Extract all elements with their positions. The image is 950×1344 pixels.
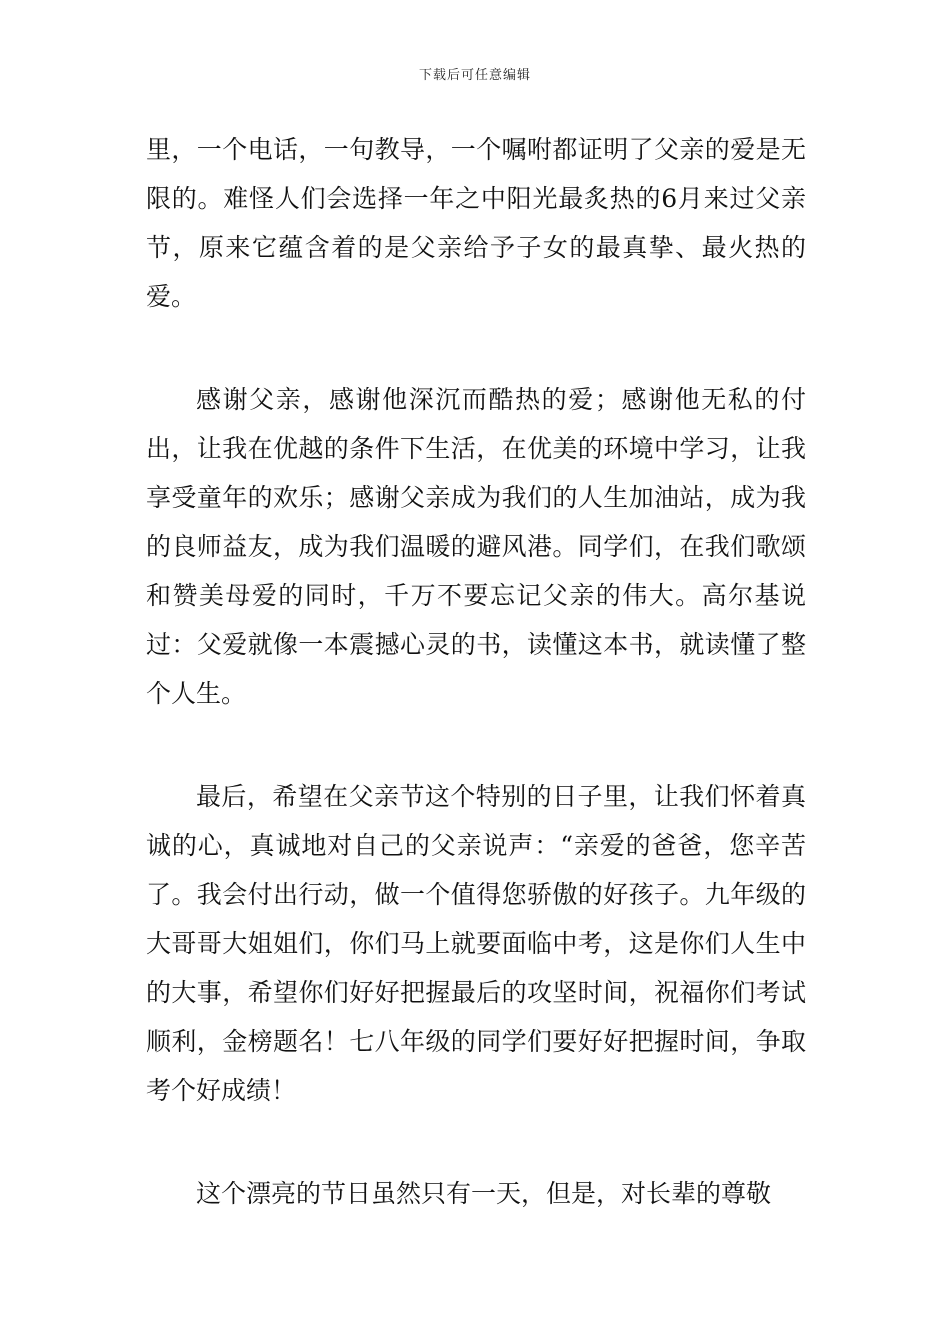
paragraph-4: 这个漂亮的节日虽然只有一天，但是，对长辈的尊敬 (196, 1179, 772, 1208)
document-body (146, 125, 806, 1218)
paragraph-1: 里，一个电话，一句教导，一个嘱咐都证明了父亲的爱是无限的。难怪人们会选择一年之中阳光最炙热的6月来过父亲节，原来它蕴含着的是父亲给予子女的最真挚、最火热的爱。 (146, 135, 806, 311)
paragraph-2: 感谢父亲，感谢他深沉而酷热的爱；感谢他无私的付出，让我在优越的条件下生活，在优美的环境中学习，让我享受童年的欢乐；感谢父亲成为我们的人生加油站，成为我的良师益友，成为我们温暖的避风港。同学们，在我们歌颂和赞美母爱的同时，千万不要忘记父亲的伟大。高尔基说过：父爱就像一本震撼心灵的书，读懂这本书，就读懂了整个人生。 (146, 385, 806, 708)
paragraph-spacer (146, 718, 806, 772)
page-header: 下载后可任意编辑 (418, 68, 531, 83)
paragraph-3: 最后，希望在父亲节这个特别的日子里，让我们怀着真诚的心，真诚地对自己的父亲说声：“亲爱的爸爸，您辛苦了。我会付出行动，做一个值得您骄傲的好孩子。九年级的大哥哥大姐姐们，你们马上就要面临中考，这是你们人生中的大事，希望你们好好把握最后的攻坚时间，祝福你们考试顺利，金榜题名！七八年级的同学们要好好把握时间，争取考个好成绩！ (146, 782, 806, 1105)
paragraph-spacer (146, 1115, 806, 1169)
paragraph-spacer (146, 321, 806, 375)
